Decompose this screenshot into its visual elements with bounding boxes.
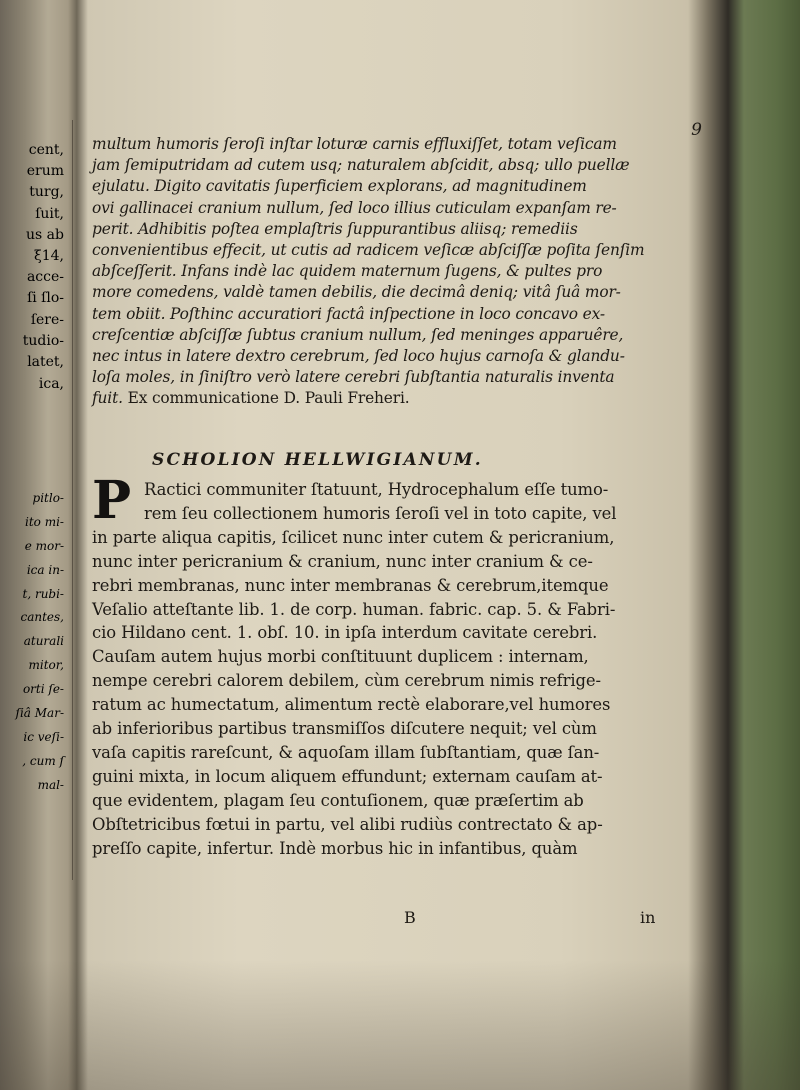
scholion-line: que evidentem, plagam ſeu contuſionem, quæ præſertim ab xyxy=(92,790,584,810)
scholion-line: rebri membranas, nunc inter membranas & cerebrum,itemque xyxy=(92,575,609,595)
drop-cap-initial: P xyxy=(92,470,132,531)
page-bottom-shadow xyxy=(0,960,800,1090)
previous-page-fragment: turg, xyxy=(29,184,64,201)
source-attribution: Ex communicatione D. Pauli Freheri. xyxy=(127,389,410,408)
previous-page-fragment: mal- xyxy=(37,777,64,792)
case-report-line: loſa moles, in ſiniſtro verò latere cerebri ſubſtantia naturalis inventa xyxy=(92,368,615,387)
previous-page-fragment: e mor- xyxy=(24,538,64,553)
case-report-paragraph xyxy=(92,134,702,410)
case-report-line: jam ſemiputridam ad cutem usq; naturalem abſcidit, absq; ullo puellæ xyxy=(92,156,630,175)
previous-page-fragment: ito mi- xyxy=(25,514,64,529)
scholion-line: vaſa capitis rareſcunt, & aquoſam illam ſubſtantiam, quæ ſan- xyxy=(92,742,600,762)
case-report-line: nec intus in latere dextro cerebrum, ſed loco hujus carnoſa & glandu- xyxy=(92,347,625,366)
case-report-line: convenientibus effecit, ut cutis ad radicem veſicæ abſciſſæ poſita ſenſim xyxy=(92,241,645,260)
previous-page-fragment: ic veſi- xyxy=(23,729,64,744)
case-report-line: ejulatu. Digito cavitatis ſuperficiem explorans, ad magnitudinem xyxy=(92,177,587,196)
section-heading: SCHOLION HELLWIGIANUM. xyxy=(152,450,483,470)
previous-page-fragment: acce- xyxy=(26,269,64,286)
page-number: 9 xyxy=(691,120,702,140)
scholion-body-paragraph xyxy=(92,470,702,861)
previous-page-fragment: ſiâ Mar- xyxy=(15,706,64,721)
previous-page-fragment: aturali xyxy=(23,634,64,649)
previous-page-fragment-single: ica, xyxy=(38,376,64,392)
scholion-line: Ractici communiter ſtatuunt, Hydrocephalum eſſe tumo- xyxy=(144,480,609,499)
scholion-line: Obſtetricibus fœtui in partu, vel alibi rudiùs contrectato & ap- xyxy=(92,814,603,834)
case-report-line: multum humoris ſeroſi inſtar loturæ carnis effluxiſſet, totam veſicam xyxy=(92,135,617,153)
previous-page-fragment: ſere- xyxy=(30,311,64,328)
scholion-line: rem ſeu collectionem humoris ſeroſi vel in toto capite, vel xyxy=(144,503,617,523)
scholion-line: nunc inter pericranium & cranium, nunc inter cranium & ce- xyxy=(92,551,593,571)
case-report-line: perit. Adhibitis poſtea emplaſtris ſuppurantibus aliisq; remediis xyxy=(92,219,578,238)
previous-page-fragment: erum xyxy=(26,163,64,180)
catchword: in xyxy=(640,908,656,927)
previous-page-fragment: , cum ſ xyxy=(22,753,64,768)
signature-mark: B xyxy=(404,908,416,927)
case-report-last-italic: fuit. xyxy=(92,389,123,408)
previous-page-fragment: mitor, xyxy=(28,658,64,673)
case-report-last-line xyxy=(92,388,702,409)
scholion-line: ab inferioribus partibus transmiſſos diſcutere nequit; vel cùm xyxy=(92,719,597,739)
previous-page-fragment: orti ſe- xyxy=(22,682,64,697)
previous-page-fragment: ξ14, xyxy=(34,247,64,264)
previous-page-fragment: ica in- xyxy=(26,562,64,577)
previous-page-fragment: cent, xyxy=(28,142,64,158)
scholion-line: Cauſam autem hujus morbi conſtituunt duplicem : internam, xyxy=(92,647,589,667)
previous-page-fragment: ſi ſlo- xyxy=(27,290,64,307)
scholion-line: cio Hildano cent. 1. obſ. 10. in ipſa interdum cavitate cerebri. xyxy=(92,623,598,643)
previous-page-fragment: t, rubi- xyxy=(22,586,64,601)
case-report-line: tem obiit. Poſthinc accuratiori factâ inſpectione in loco concavo ex- xyxy=(92,304,605,323)
scholion-line: guini mixta, in locum aliquem effundunt; externam cauſam at- xyxy=(92,766,603,786)
case-report-line: abſceſſerit. Infans indè lac quidem maternum ſugens, & pultes pro xyxy=(92,262,603,281)
previous-page-fragment: pitlo- xyxy=(32,491,64,505)
case-report-line: ovi gallinacei cranium nullum, ſed loco illius cuticulam expanſam re- xyxy=(92,198,617,217)
previous-page-fragment: tudio- xyxy=(22,332,64,349)
previous-page-fragment: latet, xyxy=(27,353,64,370)
scholion-line: Veſalio atteſtante lib. 1. de corp. human. fabric. cap. 5. & Fabri- xyxy=(92,599,616,619)
case-report-line: creſcentiæ abſciſſæ ſubtus cranium nullum, ſed meninges apparuêre, xyxy=(92,325,624,344)
previous-page-fragment: ſuit, xyxy=(35,205,64,222)
scholion-line: preſſo capite, infertur. Indè morbus hic in infantibus, quàm xyxy=(92,838,578,858)
scholion-line: ratum ac humectatum, alimentum rectè elaborare,vel humores xyxy=(92,695,611,715)
previous-page-fragments-lower xyxy=(4,487,70,798)
previous-page-fragments-upper xyxy=(4,140,70,373)
previous-page-fragment: us ab xyxy=(26,226,64,243)
previous-page-fragment: cantes, xyxy=(20,610,64,625)
scholion-line: nempe cerebri calorem debilem, cùm cerebrum nimis refrige- xyxy=(92,671,601,691)
scholion-line: in parte aliqua capitis, ſcilicet nunc inter cutem & pericranium, xyxy=(92,527,615,547)
case-report-line: more comedens, valdè tamen debilis, die decimâ deniq; vitâ ſuâ mor- xyxy=(92,283,621,302)
gutter-rule xyxy=(72,120,73,880)
